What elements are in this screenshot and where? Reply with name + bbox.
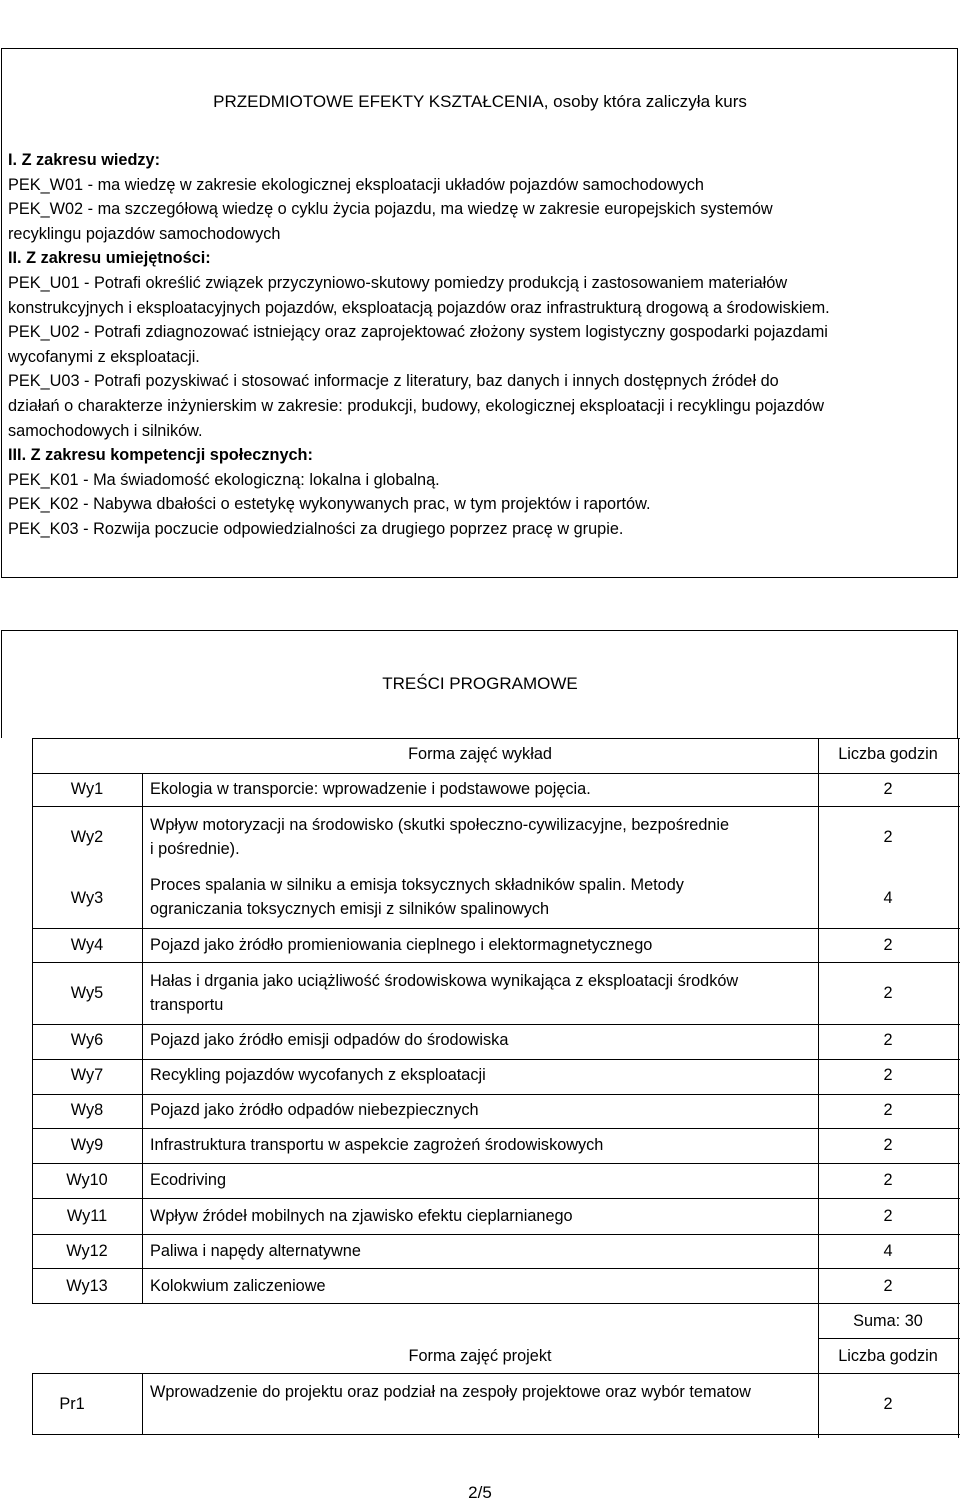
lecture-code: Wy9 <box>70 1136 104 1154</box>
outcome-line: recyklingu pojazdów samochodowych <box>8 224 281 243</box>
lecture-hours: 2 <box>883 1066 893 1084</box>
lecture-code: Wy3 <box>70 889 104 907</box>
section-heading-social-competence: III. Z zakresu kompetencji społecznych: <box>8 446 313 465</box>
outcome-line: samochodowych i silników. <box>8 421 203 440</box>
project-hours-header: Liczba godzin <box>838 1347 938 1365</box>
section-heading-skills: II. Z zakresu umiejętności: <box>8 249 211 268</box>
lecture-description: Pojazd jako żródło odpadów niebezpiecznych <box>150 1101 479 1119</box>
lecture-description: Kolokwium zaliczeniowe <box>150 1277 326 1295</box>
learning-outcomes-title: PRZEDMIOTOWE EFEKTY KSZTAŁCENIA, osoby która zaliczyła kurs <box>213 92 747 111</box>
outcome-line: PEK_W01 - ma wiedzę w zakresie ekologicznej eksploatacji układów pojazdów samochodowych <box>8 175 704 194</box>
lecture-description: Infrastruktura transportu w aspekcie zagrożeń środowiskowych <box>150 1136 604 1154</box>
lecture-hours: 2 <box>883 1136 893 1154</box>
lecture-hours: 2 <box>883 1171 893 1189</box>
outcome-line: PEK_U03 - Potrafi pozyskiwać i stosować informacje z literatury, baz danych i innych dostępnych źródeł do <box>8 372 779 391</box>
lecture-hours: 2 <box>883 984 893 1002</box>
outcome-line: PEK_U01 - Potrafi określić związek przyczyniowo-skutowy pomiedzy produkcją i zastosowaniem materiałów <box>8 273 788 292</box>
lecture-hours: 4 <box>883 1242 893 1260</box>
lecture-description: Ekologia w transporcie: wprowadzenie i podstawowe pojęcia. <box>150 780 591 798</box>
outcome-line: wycofanymi z eksploatacji. <box>8 347 200 366</box>
lecture-description: Wpływ motoryzacji na środowisko (skutki społeczno-cywilizacyjne, bezpośrednie i pośrednie). <box>150 816 730 858</box>
lecture-hours: 2 <box>883 1031 893 1049</box>
lecture-description: Hałas i drgania jako uciążliwość środowiskowa wynikająca z eksploatacji środków transportu <box>150 972 739 1014</box>
lecture-form-header: Forma zajęć wykład <box>408 745 552 763</box>
lecture-hours-sum: Suma: 30 <box>853 1312 923 1330</box>
lecture-hours: 2 <box>883 780 893 798</box>
lecture-hours: 2 <box>883 1277 893 1295</box>
lecture-code: Wy4 <box>70 936 104 954</box>
project-form-header: Forma zajęć projekt <box>408 1347 552 1365</box>
outcome-line: PEK_K02 - Nabywa dbałości o estetykę wykonywanych prac, w tym projektów i raportów. <box>8 495 651 514</box>
lecture-hours: 4 <box>883 889 893 907</box>
lecture-code: Wy11 <box>66 1207 108 1225</box>
lecture-code: Wy5 <box>70 984 104 1002</box>
lecture-code: Wy12 <box>66 1242 108 1260</box>
outcome-line: działań o charakterze inżynierskim w zakresie: produkcji, budowy, ekologicznej eksploatacji i recyklingu pojazdów <box>8 396 824 415</box>
outcome-line: PEK_K03 - Rozwija poczucie odpowiedzialności za drugiego poprzez pracę w grupie. <box>8 519 624 538</box>
lecture-hours: 2 <box>883 828 893 846</box>
project-code: Pr1 <box>59 1395 85 1413</box>
section-heading-knowledge: I. Z zakresu wiedzy: <box>8 151 161 169</box>
lecture-description: Wpływ źródeł mobilnych na zjawisko efektu cieplarnianego <box>150 1207 573 1225</box>
outcome-line: PEK_W02 - ma szczegółową wiedzę o cyklu życia pojazdu, ma wiedzę w zakresie europejskich systemów <box>8 200 773 219</box>
project-description: Wprowadzenie do projektu oraz podział na zespoły projektowe oraz wybór tematow <box>150 1383 751 1401</box>
outcome-line: PEK_K01 - Ma świadomość ekologiczną: lokalna i globalną. <box>8 470 440 489</box>
lecture-hours: 2 <box>883 936 893 954</box>
lecture-code: Wy2 <box>70 828 104 846</box>
lecture-code: Wy10 <box>66 1171 108 1189</box>
project-hours: 2 <box>883 1395 893 1413</box>
lecture-code: Wy1 <box>70 780 104 798</box>
lecture-description: Paliwa i napędy alternatywne <box>150 1242 361 1260</box>
lecture-code: Wy7 <box>70 1066 104 1084</box>
lecture-description: Pojazd jako żródło promieniowania cieplnego i elektormagnetycznego <box>150 936 653 954</box>
lecture-description: Proces spalania w silniku a emisja toksycznych składników spalin. Metody ograniczania toksycznych emisji z silników spalinowych <box>150 876 684 918</box>
lecture-description: Pojazd jako źródło emisji odpadów do środowiska <box>150 1031 509 1049</box>
outcome-line: PEK_U02 - Potrafi zdiagnozować istniejący oraz zaprojektować złożony system logistyczny gospodarki pojazdami <box>8 323 828 342</box>
lecture-code: Wy13 <box>66 1277 108 1295</box>
lecture-code: Wy8 <box>70 1101 104 1119</box>
outcome-line: konstrukcyjnych i eksploatacyjnych pojazdów, eksploatacją pojazdów oraz infrastrukturą drogową a środowiskiem. <box>8 298 830 317</box>
learning-outcomes-list <box>8 148 953 542</box>
lecture-hours: 2 <box>883 1207 893 1225</box>
lecture-description: Recykling pojazdów wycofanych z eksploatacji <box>150 1066 486 1084</box>
program-contents-title: TREŚCI PROGRAMOWE <box>382 674 578 693</box>
lecture-code: Wy6 <box>70 1031 104 1049</box>
lecture-hours-header: Liczba godzin <box>838 745 938 763</box>
page-number: 2/5 <box>468 1483 492 1502</box>
lecture-hours: 2 <box>883 1101 893 1119</box>
lecture-description: Ecodriving <box>150 1171 227 1189</box>
